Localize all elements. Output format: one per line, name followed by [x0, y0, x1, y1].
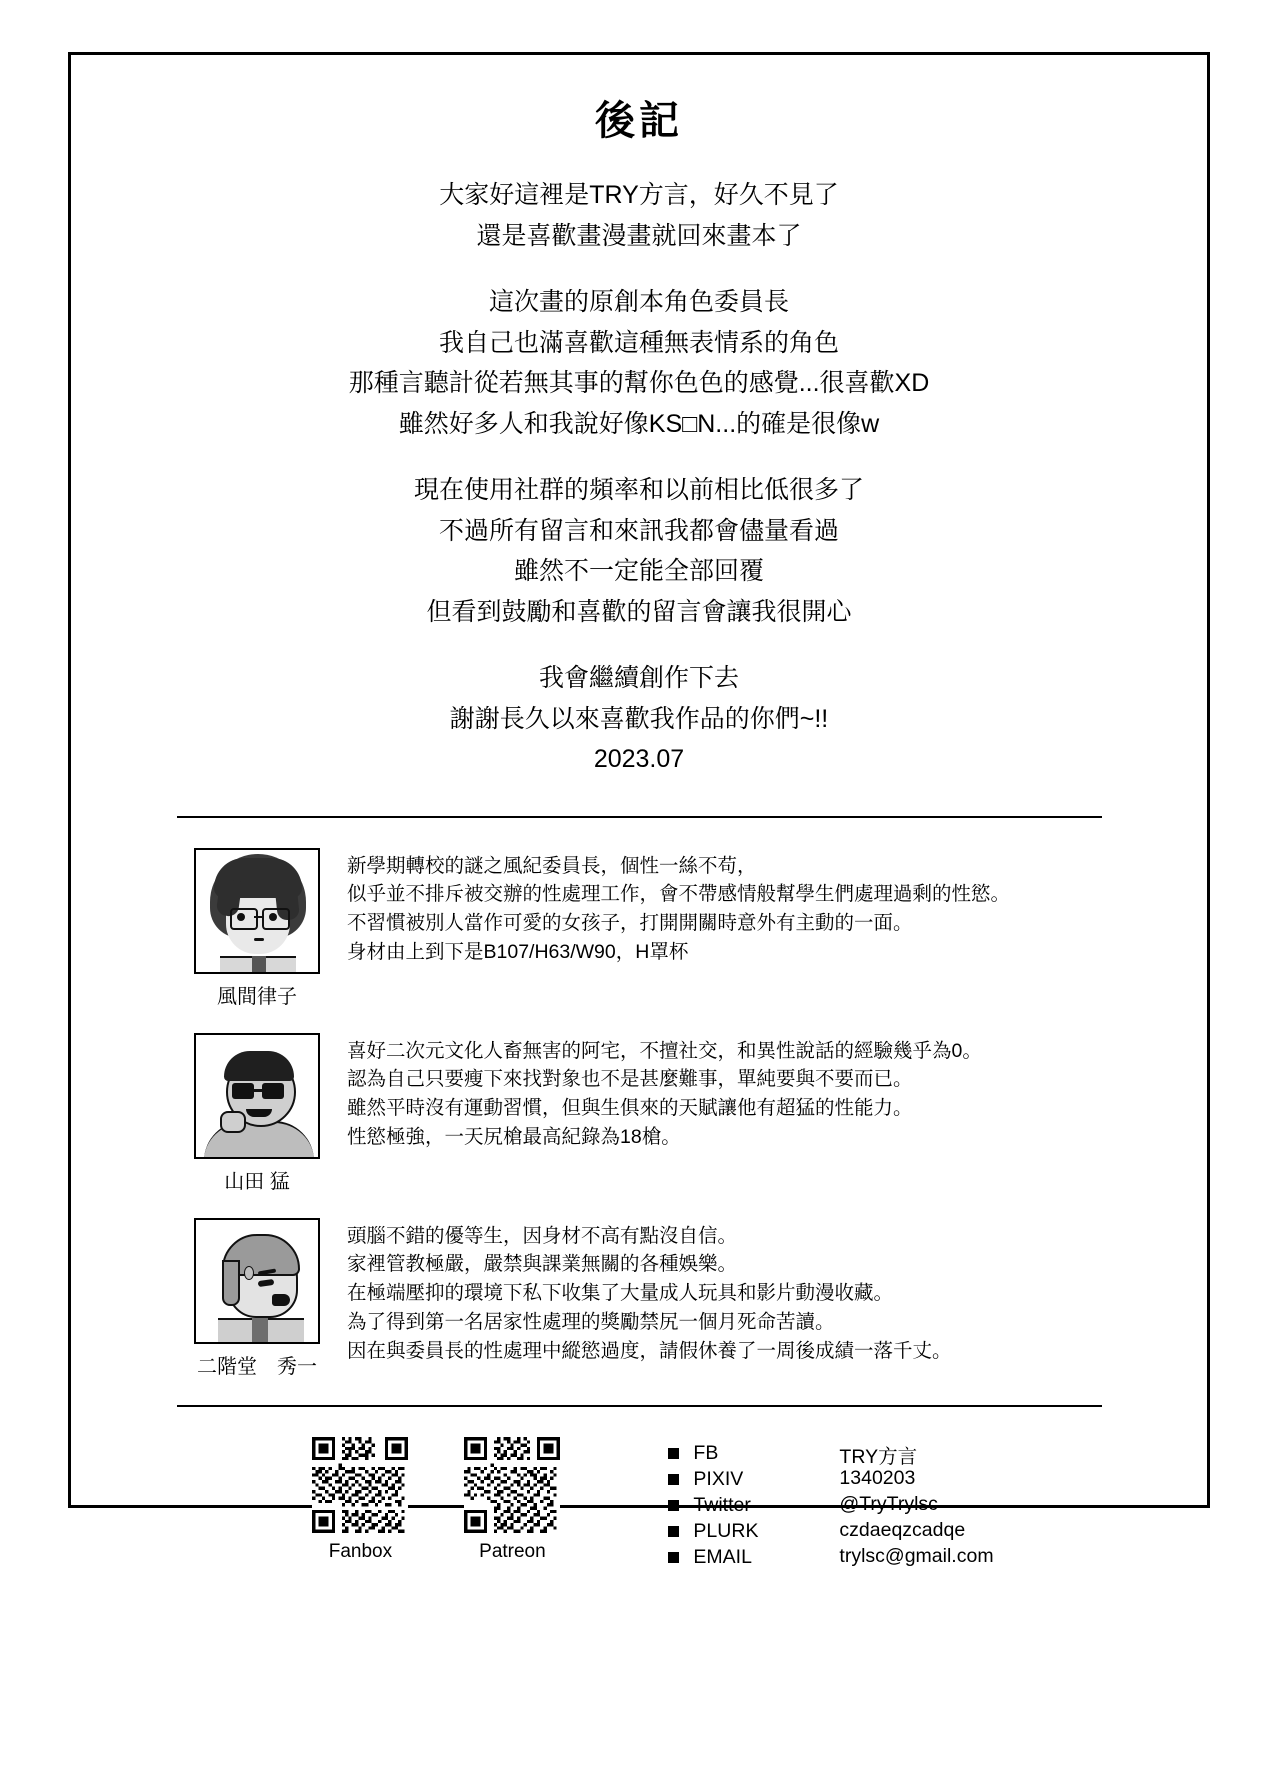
- afterword-line: 大家好這裡是TRY方言，好久不見了: [439, 181, 839, 209]
- character-portrait-yamada: [194, 1033, 320, 1159]
- afterword-paragraph: [71, 658, 1207, 780]
- description-line: 認為自己只要瘦下來找對象也不是甚麼難事，單純要與不要而已。: [347, 1068, 913, 1091]
- bullet-icon: [668, 1552, 679, 1563]
- afterword-line: 現在使用社群的頻率和以前相比低很多了: [413, 476, 864, 504]
- contact-label: PLURK: [693, 1520, 759, 1542]
- character-entry: [191, 1218, 1147, 1379]
- character-description: [347, 1218, 952, 1366]
- description-line: 頭腦不錯的優等生，因身材不高有點沒自信。: [347, 1224, 738, 1247]
- character-name: 風間律子: [217, 985, 297, 1008]
- afterword-line: 這次畫的原創本角色委員長: [488, 288, 789, 316]
- contact-row-plurk: [668, 1519, 803, 1545]
- afterword-line: 還是喜歡畫漫畫就回來畫本了: [476, 221, 802, 250]
- contact-label: PIXIV: [693, 1468, 744, 1490]
- footer-divider: [177, 1405, 1102, 1407]
- description-line: 因在與委員長的性處理中縱慾過度，請假休養了一周後成績一落千丈。: [347, 1339, 952, 1362]
- description-line: 身材由上到下是B107/H63/W90，H罩杯: [347, 941, 689, 964]
- character-description: [347, 1033, 982, 1152]
- qr-code-icon: [312, 1437, 408, 1533]
- afterword-line: 謝謝長久以來喜歡我作品的你們~!!: [449, 704, 829, 733]
- afterword-paragraph: [71, 470, 1207, 632]
- description-line: 為了得到第一名居家性處理的獎勵禁尻一個月死命苦讀。: [347, 1311, 835, 1334]
- description-line: 喜好二次元文化人畜無害的阿宅，不擅社交，和異性說話的經驗幾乎為0。: [347, 1039, 982, 1062]
- character-portrait-nikaidou: [194, 1218, 320, 1344]
- bullet-icon: [668, 1500, 679, 1511]
- character-list: [71, 848, 1207, 1379]
- contact-value-plurk[interactable]: czdaeqzcadqe: [839, 1518, 966, 1541]
- qr-label-fanbox: Fanbox: [328, 1540, 393, 1562]
- afterword-page: [68, 52, 1210, 1568]
- description-line: 不習慣被別人當作可愛的女孩子，打開開關時意外有主動的一面。: [347, 912, 913, 935]
- character-entry: [191, 1033, 1147, 1194]
- contact-row-pixiv: [668, 1467, 803, 1493]
- qr-block-fanbox[interactable]: [312, 1437, 408, 1563]
- contact-value-email[interactable]: trylsc@gmail.com: [839, 1544, 994, 1567]
- contact-value-pixiv: 1340203: [839, 1466, 916, 1489]
- character-name: 山田 猛: [224, 1170, 290, 1193]
- contact-row-twitter: [668, 1493, 803, 1519]
- contact-value-fb: TRY方言: [839, 1445, 918, 1468]
- afterword-paragraph: [71, 175, 1207, 256]
- afterword-line: 雖然不一定能全部回覆: [513, 557, 764, 585]
- afterword-line: 雖然好多人和我說好像KS□N...的確是很像w: [398, 409, 880, 438]
- contact-value-twitter[interactable]: @TryTrylsc: [839, 1492, 938, 1515]
- afterword-line: 那種言聽計從若無其事的幫你色色的感覺...很喜歡XD: [348, 369, 930, 397]
- description-line: 雖然平時沒有運動習慣，但與生俱來的天賦讓他有超猛的性能力。: [347, 1097, 913, 1120]
- afterword-date: 2023.07: [593, 745, 685, 773]
- footer: [71, 1437, 1207, 1571]
- description-line: 似乎並不排斥被交辦的性處理工作，會不帶感情般幫學生們處理過剩的性慾。: [347, 883, 1011, 906]
- page-title: 後記: [595, 99, 683, 143]
- contact-label: Twitter: [693, 1494, 751, 1516]
- bullet-icon: [668, 1526, 679, 1537]
- character-name: 二階堂 秀一: [197, 1355, 317, 1378]
- description-line: 性慾極強，一天尻槍最高紀錄為18槍。: [347, 1126, 681, 1149]
- description-line: 新學期轉校的謎之風紀委員長，個性一絲不苟，: [347, 854, 757, 877]
- character-description: [347, 848, 1010, 967]
- description-line: 家裡管教極嚴，嚴禁與課業無關的各種娛樂。: [347, 1253, 738, 1276]
- contact-label: EMAIL: [693, 1546, 752, 1568]
- contact-links: [668, 1437, 993, 1571]
- contact-row-email: [668, 1545, 803, 1571]
- afterword-line: 我會繼續創作下去: [538, 664, 739, 692]
- qr-code-icon: [464, 1437, 560, 1533]
- bullet-icon: [668, 1474, 679, 1485]
- character-entry: [191, 848, 1147, 1009]
- bullet-icon: [668, 1448, 679, 1459]
- section-divider: [177, 816, 1102, 818]
- afterword-text: [71, 175, 1207, 780]
- contact-row-fb: [668, 1441, 803, 1467]
- afterword-line: 但看到鼓勵和喜歡的留言會讓我很開心: [426, 597, 852, 626]
- qr-block-patreon[interactable]: [464, 1437, 560, 1563]
- character-portrait-kazama: [194, 848, 320, 974]
- contact-label: FB: [693, 1442, 719, 1464]
- afterword-paragraph: [71, 282, 1207, 444]
- description-line: 在極端壓抑的環境下私下收集了大量成人玩具和影片動漫收藏。: [347, 1282, 894, 1305]
- qr-label-patreon: Patreon: [479, 1540, 546, 1562]
- afterword-line: 不過所有留言和來訊我都會儘量看過: [438, 516, 839, 545]
- afterword-line: 我自己也滿喜歡這種無表情系的角色: [438, 328, 839, 357]
